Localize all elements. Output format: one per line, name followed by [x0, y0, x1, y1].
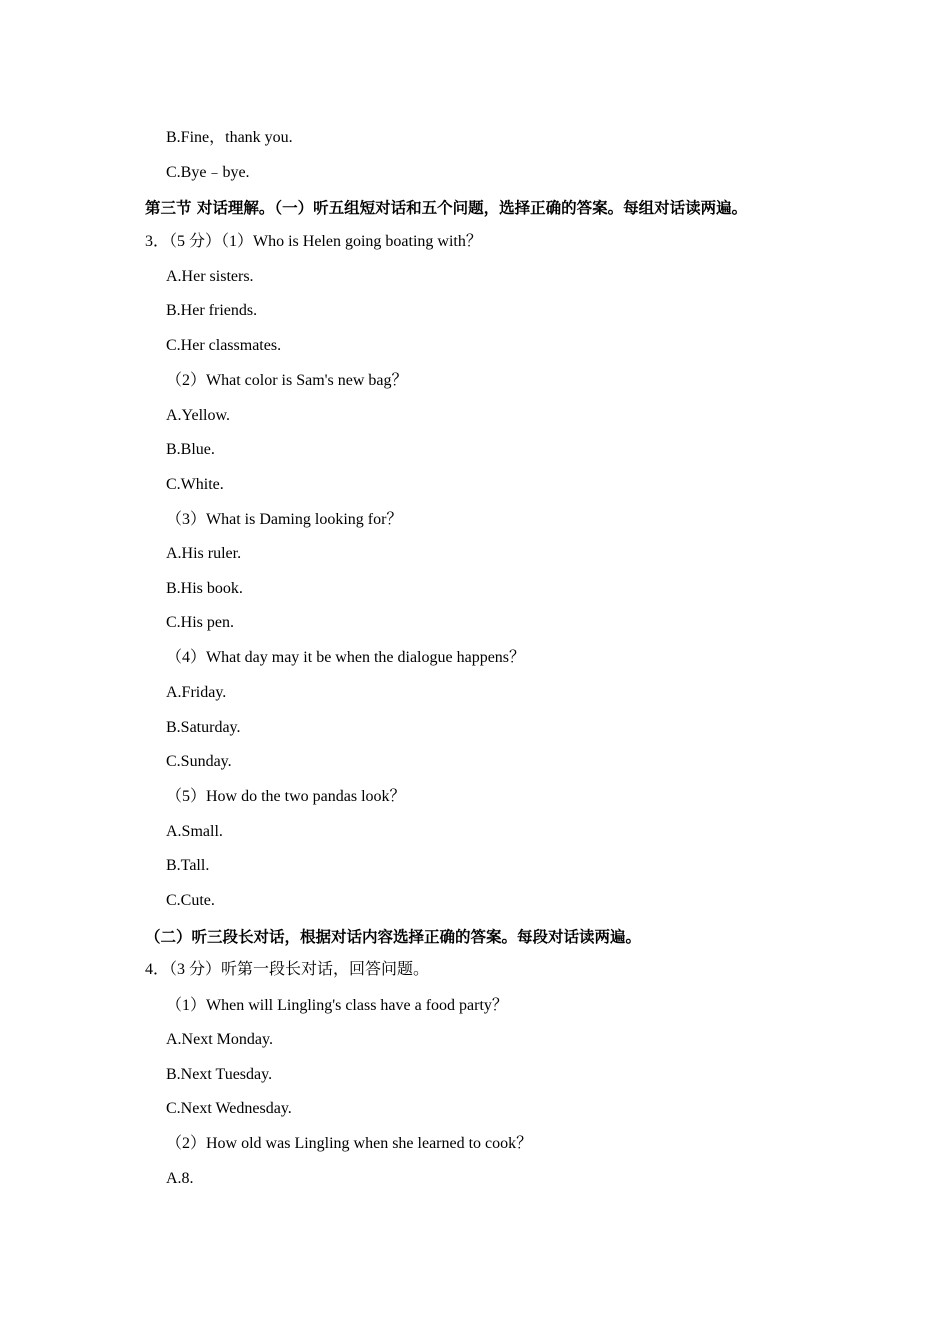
option-line: C.Cute. [166, 892, 215, 909]
sub-question-line: （2）How old was Lingling when she learned to cook？ [166, 1135, 533, 1152]
sub-question-line: （5）How do the two pandas look？ [166, 788, 406, 805]
option-line: B.His book. [166, 580, 243, 597]
option-line: C.Her classmates. [166, 337, 282, 354]
option-line: A.Next Monday. [166, 1031, 273, 1048]
option-line: A.Friday. [166, 684, 227, 701]
option-line: B.Saturday. [166, 719, 241, 736]
option-line: B.Next Tuesday. [166, 1066, 273, 1083]
option-line: A.Yellow. [166, 407, 231, 424]
option-line: A.8. [166, 1170, 194, 1187]
sub-question-line: （4）What day may it be when the dialogue happens？ [166, 649, 526, 666]
option-line: A.His ruler. [166, 545, 242, 562]
sub-question-line: （2）What color is Sam's new bag？ [166, 372, 408, 389]
option-line: B.Fine，thank you. [166, 129, 293, 146]
option-line: C.Bye﹣bye. [166, 164, 250, 181]
section-heading: （二）听三段长对话，根据对话内容选择正确的答案。每段对话读两遍。 [145, 928, 642, 946]
option-line: A.Her sisters. [166, 268, 254, 285]
sub-question-line: （1）When will Lingling's class have a food party？ [166, 997, 508, 1014]
option-line: C.Next Wednesday. [166, 1100, 292, 1117]
section-heading: 第三节 对话理解。（一）听五组短对话和五个问题，选择正确的答案。每组对话读两遍。 [145, 199, 748, 217]
option-line: B.Blue. [166, 441, 215, 458]
option-line: C.Sunday. [166, 753, 232, 770]
option-line: A.Small. [166, 823, 223, 840]
option-line: B.Her friends. [166, 302, 258, 319]
option-line: B.Tall. [166, 857, 210, 874]
question-line: 3．（5 分）（1）Who is Helen going boating with？ [145, 233, 482, 250]
sub-question-line: （3）What is Daming looking for？ [166, 511, 403, 528]
option-line: C.His pen. [166, 614, 234, 631]
option-line: C.White. [166, 476, 224, 493]
question-line: 4．（3 分）听第一段长对话，回答问题。 [145, 961, 430, 978]
